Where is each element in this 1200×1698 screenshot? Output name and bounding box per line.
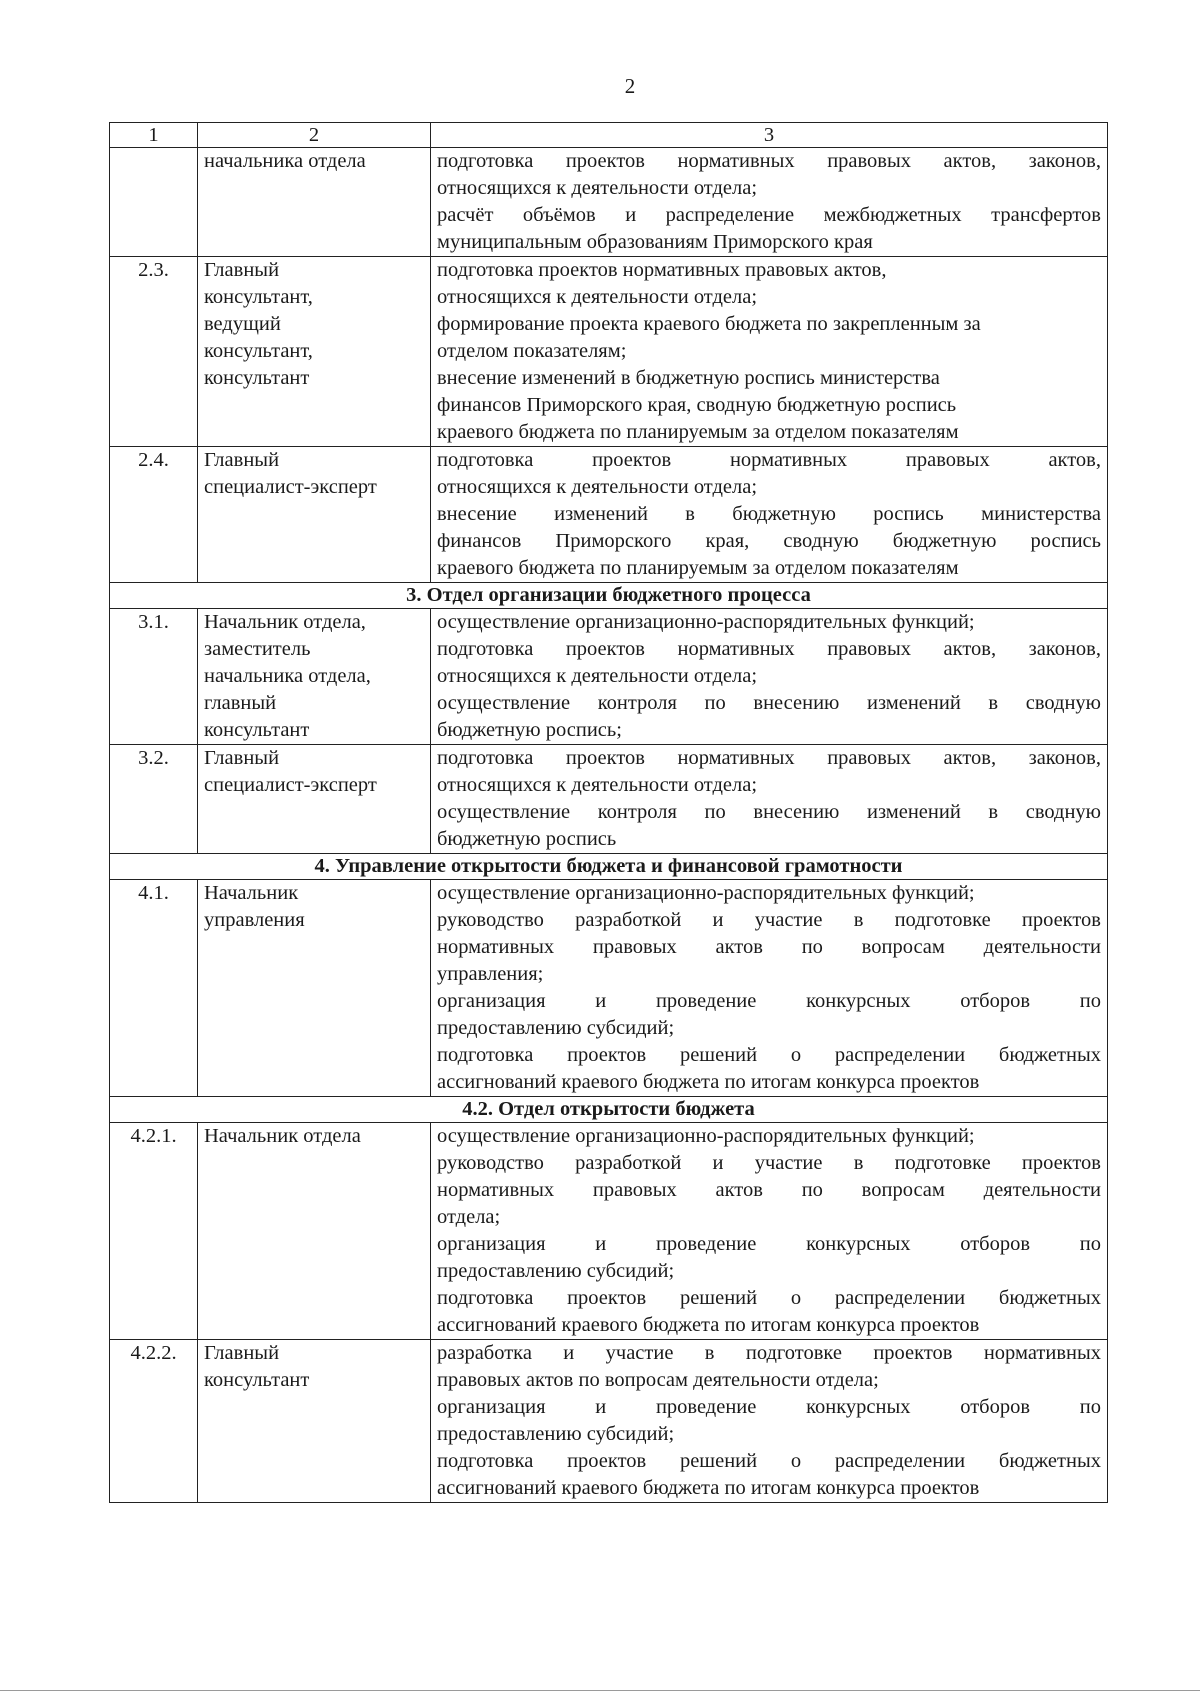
- section-heading: 4. Управление открытости бюджета и финансовой грамотности: [110, 854, 1108, 880]
- position-line: начальника отдела,: [204, 665, 371, 687]
- duty-line: руководство разработкой и участие в подготовке проектов: [437, 909, 1101, 931]
- position-line: консультант: [204, 1369, 310, 1391]
- row-number: 3.1.: [110, 609, 198, 745]
- position-cell: [198, 745, 431, 854]
- duty-line: осуществление организационно-распорядительных функций;: [437, 882, 975, 904]
- duty-line: руководство разработкой и участие в подготовке проектов: [437, 1152, 1101, 1174]
- page-number: 2: [624, 74, 636, 98]
- duties-cell: [431, 609, 1108, 745]
- section-heading: 4.2. Отдел открытости бюджета: [110, 1097, 1108, 1123]
- position-cell: [198, 257, 431, 447]
- column-header-3: 3: [431, 123, 1108, 148]
- column-header-1: 1: [110, 123, 198, 148]
- duty-line: подготовка проектов нормативных правовых актов,: [437, 259, 887, 281]
- duty-line: предоставлению субсидий;: [437, 1260, 675, 1282]
- section-heading-row: [110, 583, 1108, 609]
- duty-line: подготовка проектов решений о распределении бюджетных: [437, 1044, 1101, 1066]
- duties-cell: [431, 745, 1108, 854]
- duty-line: внесение изменений в бюджетную роспись министерства: [437, 367, 940, 389]
- position-line: Начальник отдела: [204, 1125, 361, 1147]
- position-cell: [198, 1123, 431, 1340]
- duty-line: организация и проведение конкурсных отборов по: [437, 1396, 1101, 1418]
- duty-line: расчёт объёмов и распределение межбюджетных трансфертов: [437, 204, 1101, 226]
- table-row: [110, 1123, 1108, 1340]
- position-line: Начальник: [204, 882, 299, 904]
- position-cell: [198, 1340, 431, 1503]
- table-row: [110, 609, 1108, 745]
- position-cell: [198, 880, 431, 1097]
- section-heading-row: [110, 1097, 1108, 1123]
- duty-line: разработка и участие в подготовке проектов нормативных: [437, 1342, 1101, 1364]
- duty-line: нормативных правовых актов по вопросам деятельности: [437, 936, 1101, 958]
- duty-line: ассигнований краевого бюджета по итогам конкурса проектов: [437, 1477, 980, 1499]
- duty-line: относящихся к деятельности отдела;: [437, 177, 758, 199]
- section-heading: 3. Отдел организации бюджетного процесса: [110, 583, 1108, 609]
- position-line: консультант,: [204, 286, 313, 308]
- position-line: Главный: [204, 747, 280, 769]
- duty-line: нормативных правовых актов по вопросам деятельности: [437, 1179, 1101, 1201]
- position-line: Начальник отдела,: [204, 611, 366, 633]
- duties-cell: [431, 447, 1108, 583]
- position-line: специалист-эксперт: [204, 476, 377, 498]
- row-number: [110, 148, 198, 257]
- table-row: [110, 880, 1108, 1097]
- column-header-row: [110, 123, 1108, 148]
- duty-line: бюджетную роспись;: [437, 719, 622, 741]
- row-number: 3.2.: [110, 745, 198, 854]
- duty-line: осуществление контроля по внесению изменений в сводную: [437, 692, 1101, 714]
- position-line: консультант: [204, 367, 310, 389]
- table-row: [110, 1340, 1108, 1503]
- duty-line: осуществление контроля по внесению изменений в сводную: [437, 801, 1101, 823]
- table-row: [110, 447, 1108, 583]
- duty-line: подготовка проектов нормативных правовых актов, законов,: [437, 638, 1101, 660]
- duties-table: [109, 122, 1108, 1503]
- position-line: начальника отдела: [204, 150, 366, 172]
- duty-line: финансов Приморского края, сводную бюджетную роспись: [437, 530, 1101, 552]
- table-row: [110, 257, 1108, 447]
- position-line: Главный: [204, 1342, 280, 1364]
- duty-line: относящихся к деятельности отдела;: [437, 774, 758, 796]
- duty-line: относящихся к деятельности отдела;: [437, 476, 758, 498]
- duties-cell: [431, 257, 1108, 447]
- duty-line: подготовка проектов решений о распределении бюджетных: [437, 1287, 1101, 1309]
- duty-line: подготовка проектов решений о распределении бюджетных: [437, 1450, 1101, 1472]
- duty-line: подготовка проектов нормативных правовых актов, законов,: [437, 150, 1101, 172]
- duty-line: организация и проведение конкурсных отборов по: [437, 990, 1101, 1012]
- row-number: 2.4.: [110, 447, 198, 583]
- row-number: 4.2.2.: [110, 1340, 198, 1503]
- row-number: 4.1.: [110, 880, 198, 1097]
- duty-line: муниципальным образованиям Приморского края: [437, 231, 873, 253]
- table-row: [110, 148, 1108, 257]
- column-header-2: 2: [198, 123, 431, 148]
- position-line: Главный: [204, 259, 280, 281]
- duty-line: осуществление организационно-распорядительных функций;: [437, 611, 975, 633]
- duty-line: организация и проведение конкурсных отборов по: [437, 1233, 1101, 1255]
- position-line: консультант: [204, 719, 310, 741]
- duty-line: осуществление организационно-распорядительных функций;: [437, 1125, 975, 1147]
- table-row: [110, 745, 1108, 854]
- position-line: ведущий: [204, 313, 281, 335]
- duty-line: предоставлению субсидий;: [437, 1423, 675, 1445]
- position-line: заместитель: [204, 638, 311, 660]
- section-heading-row: [110, 854, 1108, 880]
- duty-line: краевого бюджета по планируемым за отделом показателям: [437, 557, 959, 579]
- row-number: 2.3.: [110, 257, 198, 447]
- duty-line: относящихся к деятельности отдела;: [437, 286, 758, 308]
- duties-cell: [431, 880, 1108, 1097]
- duty-line: ассигнований краевого бюджета по итогам конкурса проектов: [437, 1314, 980, 1336]
- duty-line: подготовка проектов нормативных правовых актов,: [437, 449, 1101, 471]
- position-line: консультант,: [204, 340, 313, 362]
- duty-line: внесение изменений в бюджетную роспись министерства: [437, 503, 1101, 525]
- position-cell: [198, 148, 431, 257]
- duty-line: относящихся к деятельности отдела;: [437, 665, 758, 687]
- duty-line: краевого бюджета по планируемым за отделом показателям: [437, 421, 959, 443]
- duty-line: ассигнований краевого бюджета по итогам конкурса проектов: [437, 1071, 980, 1093]
- duty-line: управления;: [437, 963, 544, 985]
- table-body: [110, 123, 1108, 1503]
- duties-cell: [431, 1123, 1108, 1340]
- position-line: Главный: [204, 449, 280, 471]
- duty-line: формирование проекта краевого бюджета по закрепленным за: [437, 313, 981, 335]
- position-cell: [198, 447, 431, 583]
- duty-line: отделом показателям;: [437, 340, 627, 362]
- duty-line: предоставлению субсидий;: [437, 1017, 675, 1039]
- scan-edge-line: [0, 1690, 1200, 1691]
- row-number: 4.2.1.: [110, 1123, 198, 1340]
- position-line: главный: [204, 692, 277, 714]
- duty-line: финансов Приморского края, сводную бюджетную роспись: [437, 394, 957, 416]
- duty-line: правовых актов по вопросам деятельности отдела;: [437, 1369, 879, 1391]
- position-line: управления: [204, 909, 305, 931]
- position-cell: [198, 609, 431, 745]
- position-line: специалист-эксперт: [204, 774, 377, 796]
- duty-line: бюджетную роспись: [437, 828, 617, 850]
- duty-line: подготовка проектов нормативных правовых актов, законов,: [437, 747, 1101, 769]
- duties-cell: [431, 1340, 1108, 1503]
- duty-line: отдела;: [437, 1206, 501, 1228]
- duties-cell: [431, 148, 1108, 257]
